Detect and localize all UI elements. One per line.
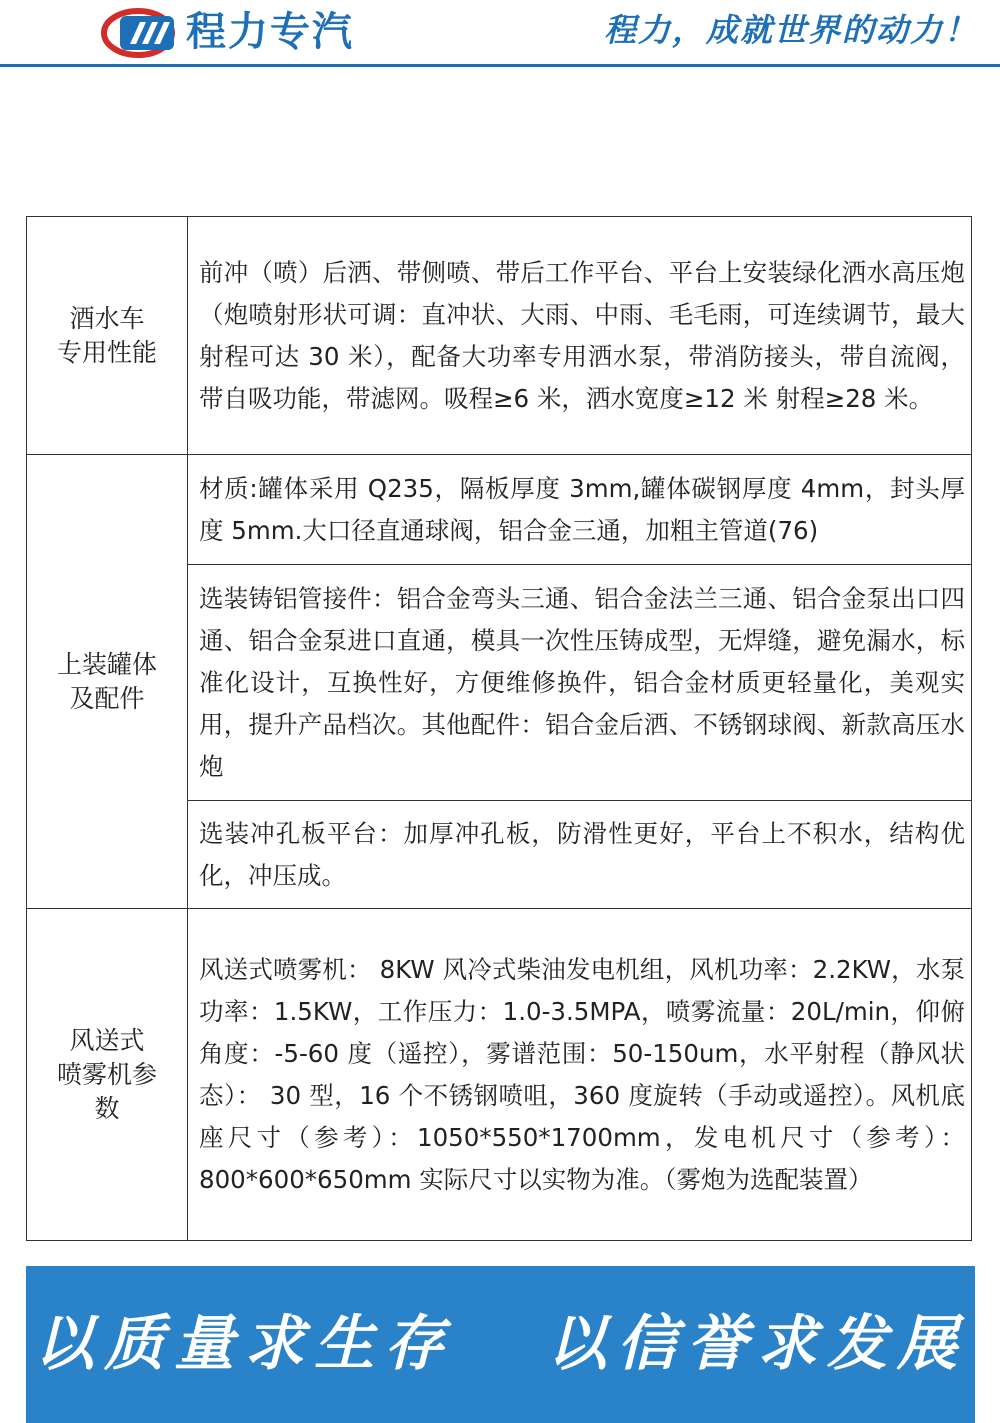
table-row	[27, 909, 972, 1241]
table-row	[27, 217, 972, 455]
spec-table	[26, 216, 972, 1241]
row-content-cast-aluminum-fittings: 选装铸铝管接件：铝合金弯头三通、铝合金法兰三通、铝合金泵出口四通、铝合金泵进口直通，模具一次性压铸成型，无焊缝，避免漏水，标准化设计，互换性好，方便维修换件，铝合金材质更轻量化，美观实用，提升产品档次。其他配件：铝合金后洒、不锈钢球阀、新款高压水炮	[188, 565, 972, 801]
header-slogan: 程力，成就世界的动力！	[603, 11, 978, 49]
row-label-sprinkler-performance	[27, 217, 188, 455]
row-content-sprinkler-performance: 前冲（喷）后洒、带侧喷、带后工作平台、平台上安装绿化洒水高压炮（炮喷射形状可调：直冲状、大雨、中雨、毛毛雨，可连续调节，最大射程可达 30 米），配备大功率专用洒水泵，带消防接头，带自流阀，带自吸功能，带滤网。吸程≥6 米，洒水宽度≥12 米 射程≥28 米。	[188, 217, 972, 455]
row-label-mist-sprayer	[27, 909, 188, 1241]
row-label-text: 上装罐体 及配件	[56, 649, 157, 713]
brand-name: 程力专汽	[186, 9, 354, 55]
row-label-text: 风送式 喷雾机参 数	[56, 1025, 157, 1123]
page-header	[0, 0, 1000, 66]
row-label-text: 酒水车 专用性能	[56, 303, 157, 367]
header-divider	[0, 64, 1000, 67]
chengli-logo-icon	[100, 6, 180, 58]
row-label-tank-accessories	[27, 455, 188, 909]
table-row	[27, 455, 972, 565]
brand-logo[interactable]	[100, 6, 430, 58]
row-content-mist-sprayer: 风送式喷雾机： 8KW 风冷式柴油发电机组，风机功率：2.2KW，水泵功率：1.5KW，工作压力：1.0-3.5MPA，喷雾流量：20L/min，仰俯角度：-5-60 度（遥控），雾谱范围：50-150um，水平射程（静风状态）： 30 型，16 个不锈钢喷咀，360 度旋转（手动或遥控）。风机底座尺寸（参考）：1050*550*1700mm，发电机尺寸（参考）：800*600*650mm 实际尺寸以实物为准。（雾炮为选配装置）	[188, 909, 972, 1241]
footer-banner	[26, 1266, 975, 1423]
banner-slogan: 以质量求生存 以信誉求发展	[34, 1309, 967, 1379]
row-content-tank-material: 材质:罐体采用 Q235，隔板厚度 3mm,罐体碳钢厚度 4mm，封头厚度 5mm.大口径直通球阀，铝合金三通，加粗主管道(76)	[188, 455, 972, 565]
row-content-punched-platform: 选装冲孔板平台：加厚冲孔板，防滑性更好，平台上不积水，结构优化，冲压成。	[188, 801, 972, 909]
